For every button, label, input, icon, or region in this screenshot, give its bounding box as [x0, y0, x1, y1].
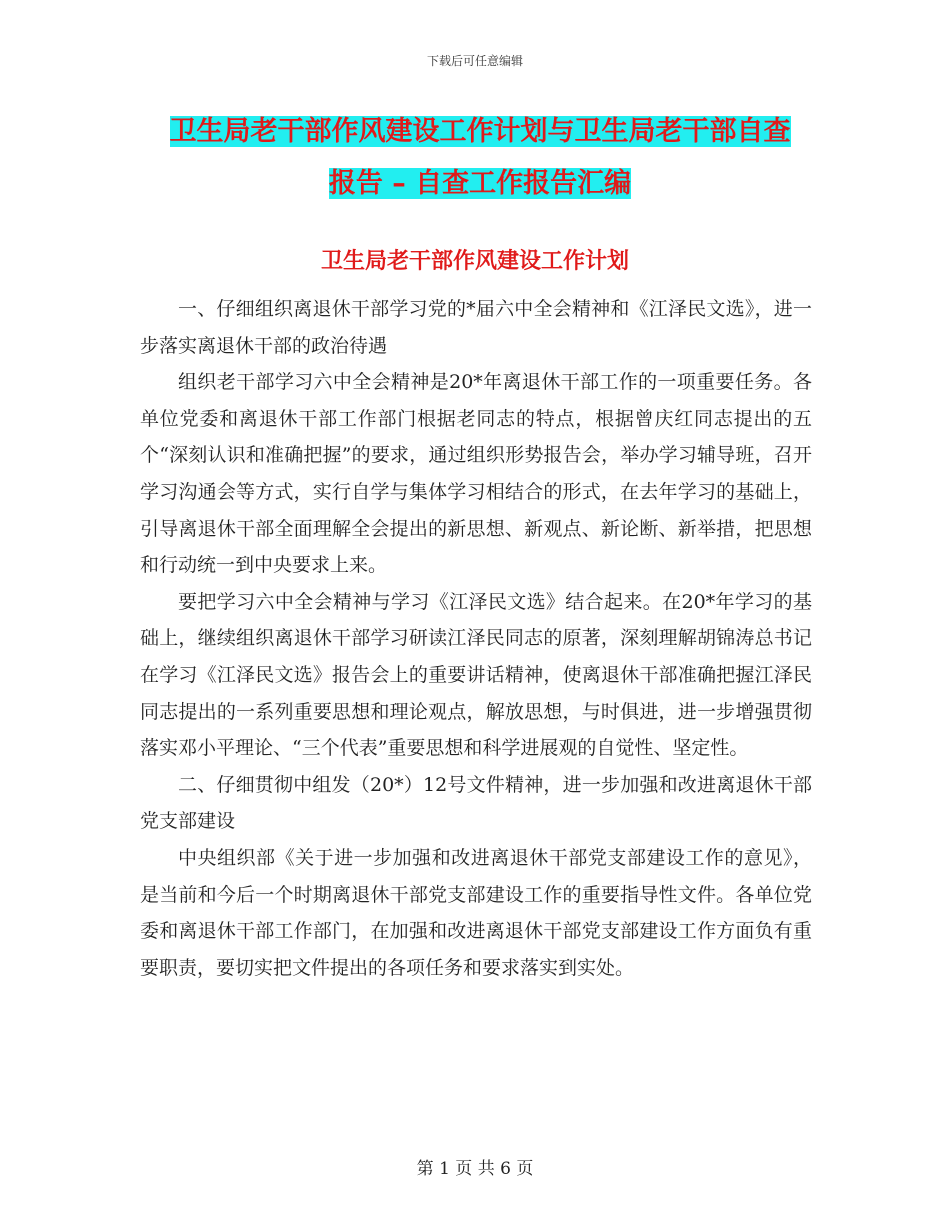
document-title-line-2: 报告 – 自查工作报告汇编 [328, 168, 632, 199]
paragraph-2: 组织老干部学习六中全会精神是20*年离退休干部工作的一项重要任务。各单位党委和离退休干部工作部门根据老同志的特点，根据曾庆红同志提出的五个“深刻认识和准确把握”的要求，通过组织形势报告会，举办学习辅导班，召开学习沟通会等方式，实行自学与集体学习相结合的形式，在去年学习的基础上，引导离退休干部全面理解全会提出的新思想、新观点、新论断、新举措，把思想和行动统一到中央要求上来。 [140, 371, 812, 577]
document-body [140, 291, 812, 986]
document-title-line-1: 卫生局老干部作风建设工作计划与卫生局老干部自查 [169, 116, 791, 147]
page-header-note: 下载后可任意编辑 [426, 54, 523, 68]
paragraph-3: 要把学习六中全会精神与学习《江泽民文选》结合起来。在20*年学习的基础上，继续组织离退休干部学习研读江泽民同志的原著，深刻理解胡锦涛总书记在学习《江泽民文选》报告会上的重要讲话精神，使离退休干部准确把握江泽民同志提出的一系列重要思想和理论观点，解放思想，与时俱进，进一步增强贯彻落实邓小平理论、“三个代表”重要思想和科学进展观的自觉性、坚定性。 [140, 590, 812, 760]
page-number: 第 1 页 共 6 页 [416, 1159, 534, 1179]
paragraph-1: 一、仔细组织离退休干部学习党的*届六中全会精神和《江泽民文选》，进一步落实离退休干部的政治待遇 [140, 298, 812, 357]
paragraph-5: 中央组织部《关于进一步加强和改进离退休干部党支部建设工作的意见》，是当前和今后一个时期离退休干部党支部建设工作的重要指导性文件。各单位党委和离退休干部工作部门，在加强和改进离退休干部党支部建设工作方面负有重要职责，要切实把文件提出的各项任务和要求落实到实处。 [140, 846, 812, 979]
section-heading: 卫生局老干部作风建设工作计划 [320, 249, 629, 274]
document-title [140, 106, 820, 210]
paragraph-4: 二、仔细贯彻中组发（20*）12号文件精神，进一步加强和改进离退休干部党支部建设 [140, 773, 812, 833]
